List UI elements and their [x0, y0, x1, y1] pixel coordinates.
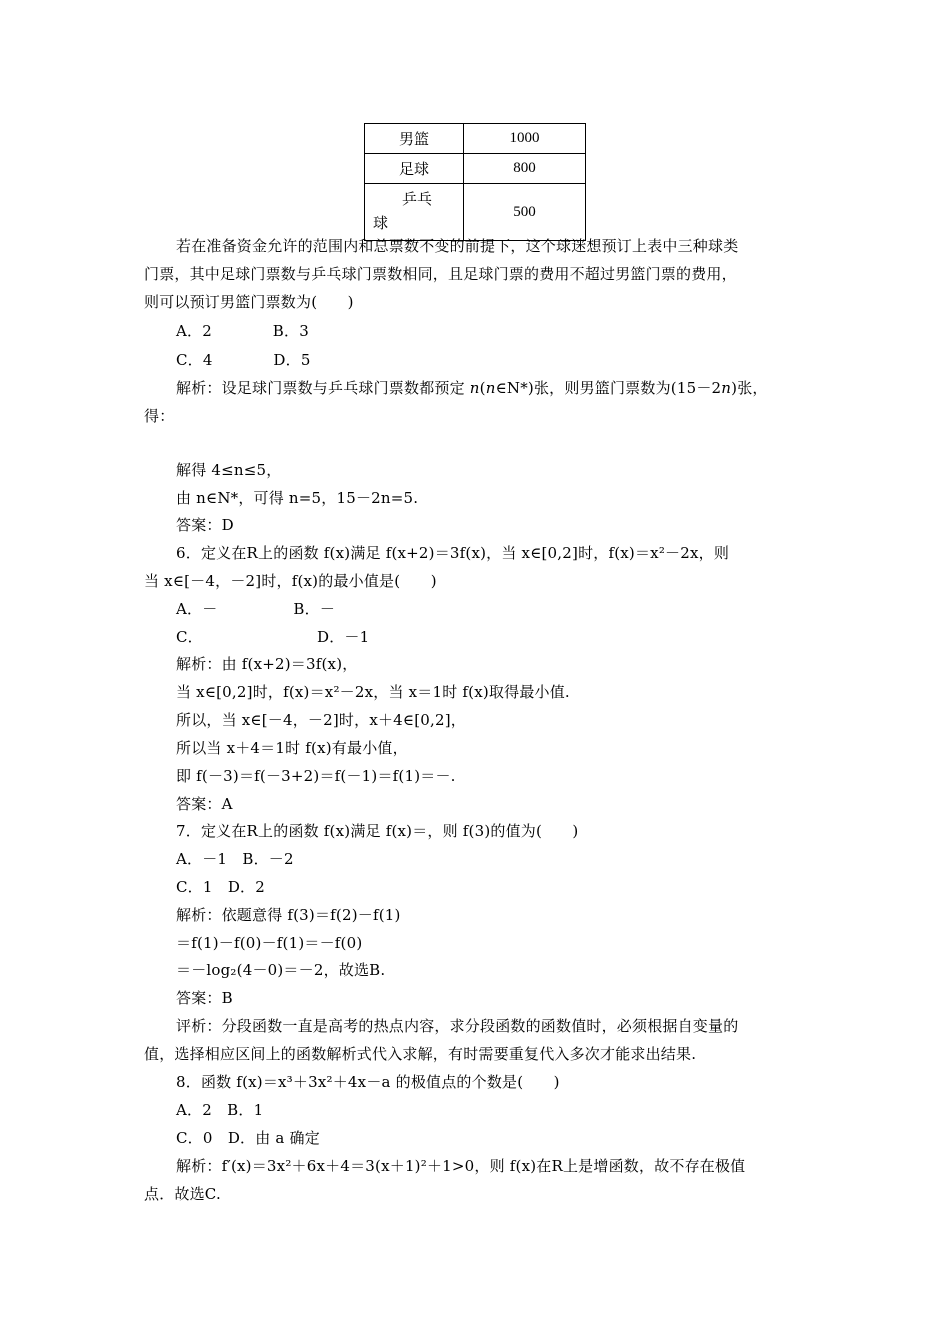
q5-var-n: n [469, 379, 480, 397]
q6-options-cd: C． D．－1 [176, 628, 370, 646]
table-cell-name [365, 184, 464, 241]
q5-var-n: n [721, 379, 732, 397]
q6-solution-line4: 所以当 x＋4＝1时 f(x)有最小值， [176, 739, 408, 757]
q7-options-cd: C．1 D．2 [176, 878, 265, 896]
q6-options-ab: A．－ B．－ [176, 600, 336, 618]
q5-solution-line3: 解得 4≤n≤5， [176, 461, 282, 479]
q6-solution-line3: 所以，当 x∈[－4，－2]时，x＋4∈[0,2]， [176, 711, 466, 729]
q7-answer: 答案：B [176, 989, 233, 1007]
q5-solution-line1 [176, 378, 768, 398]
q7-solution-line3: ＝－log₂(4－0)＝－2，故选B. [176, 961, 386, 979]
q7-comment-line2: 值，选择相应区间上的函数解析式代入求解，有时需要重复代入多次才能求出结果. [144, 1045, 697, 1063]
q5-stem-line1: 若在准备资金允许的范围内和总票数不变的前提下，这个球迷想预订上表中三种球类 [176, 237, 739, 255]
q7-options-ab: A．－1 B．－2 [176, 850, 294, 868]
q7-solution-line2: ＝f(1)－f(0)－f(1)＝－f(0) [176, 934, 363, 952]
table-cell-value: 500 [464, 184, 586, 241]
table-cell-name: 足球 [365, 154, 464, 184]
table-row [365, 154, 586, 184]
q7-stem: 7．定义在R上的函数 f(x)满足 f(x)＝，则 f(3)的值为( ) [176, 822, 579, 840]
q8-solution-line1: 解析：f′(x)＝3x²＋6x＋4＝3(x＋1)²＋1>0，则 f(x)在R上是增函数，故不存在极值 [176, 1157, 746, 1175]
q5-solution-text: )张， [731, 379, 768, 397]
q6-solution-line2: 当 x∈[0,2]时，f(x)＝x²－2x，当 x＝1时 f(x)取得最小值. [176, 683, 570, 701]
ticket-price-table [364, 123, 586, 241]
q7-comment-line1: 评析：分段函数一直是高考的热点内容，求分段函数的函数值时，必须根据自变量的 [176, 1017, 739, 1035]
q8-stem: 8．函数 f(x)＝x³＋3x²＋4x－a 的极值点的个数是( ) [176, 1073, 560, 1091]
q5-solution-line2: 得： [144, 407, 175, 425]
q5-options-ab: A．2 B．3 [176, 322, 309, 340]
q5-answer: 答案：D [176, 516, 234, 534]
table-row [365, 124, 586, 154]
q5-solution-text: ∈N*)张，则男篮门票数为(15－2 [495, 379, 722, 397]
q5-solution-text: ( [479, 379, 486, 397]
q8-options-ab: A．2 B．1 [176, 1101, 264, 1119]
table-row [365, 184, 586, 241]
q6-stem-line1: 6．定义在R上的函数 f(x)满足 f(x+2)＝3f(x)，当 x∈[0,2]时，f(x)＝x²－2x，则 [176, 544, 730, 562]
q5-options-cd: C．4 D．5 [176, 351, 311, 369]
table-cell-name-line2: 球 [373, 216, 389, 232]
q8-solution-line2: 点．故选C. [144, 1185, 221, 1203]
q6-solution-line1: 解析：由 f(x+2)＝3f(x)， [176, 655, 358, 673]
q8-options-cd: C．0 D．由 a 确定 [176, 1129, 320, 1147]
table-cell-name-line1: 乒乓 [401, 192, 432, 208]
q5-var-n: n [485, 379, 496, 397]
q5-stem-line2: 门票，其中足球门票数与乒乓球门票数相同，且足球门票的费用不超过男篮门票的费用， [144, 265, 737, 283]
q5-solution-text: 解析：设足球门票数与乒乓球门票数都预定 [176, 379, 470, 397]
q7-solution-line1: 解析：依题意得 f(3)＝f(2)－f(1) [176, 906, 401, 924]
q6-solution-line5: 即 f(－3)＝f(－3+2)＝f(－1)＝f(1)＝－. [176, 767, 456, 785]
q5-solution-line4: 由 n∈N*，可得 n=5，15－2n=5. [176, 489, 419, 507]
q6-answer: 答案：A [176, 795, 233, 813]
q6-stem-line2: 当 x∈[－4，－2]时，f(x)的最小值是( ) [144, 572, 437, 590]
table-cell-value: 1000 [464, 124, 586, 154]
q5-stem-line3: 则可以预订男篮门票数为( ) [144, 293, 354, 311]
table-cell-value: 800 [464, 154, 586, 184]
table-cell-name: 男篮 [365, 124, 464, 154]
